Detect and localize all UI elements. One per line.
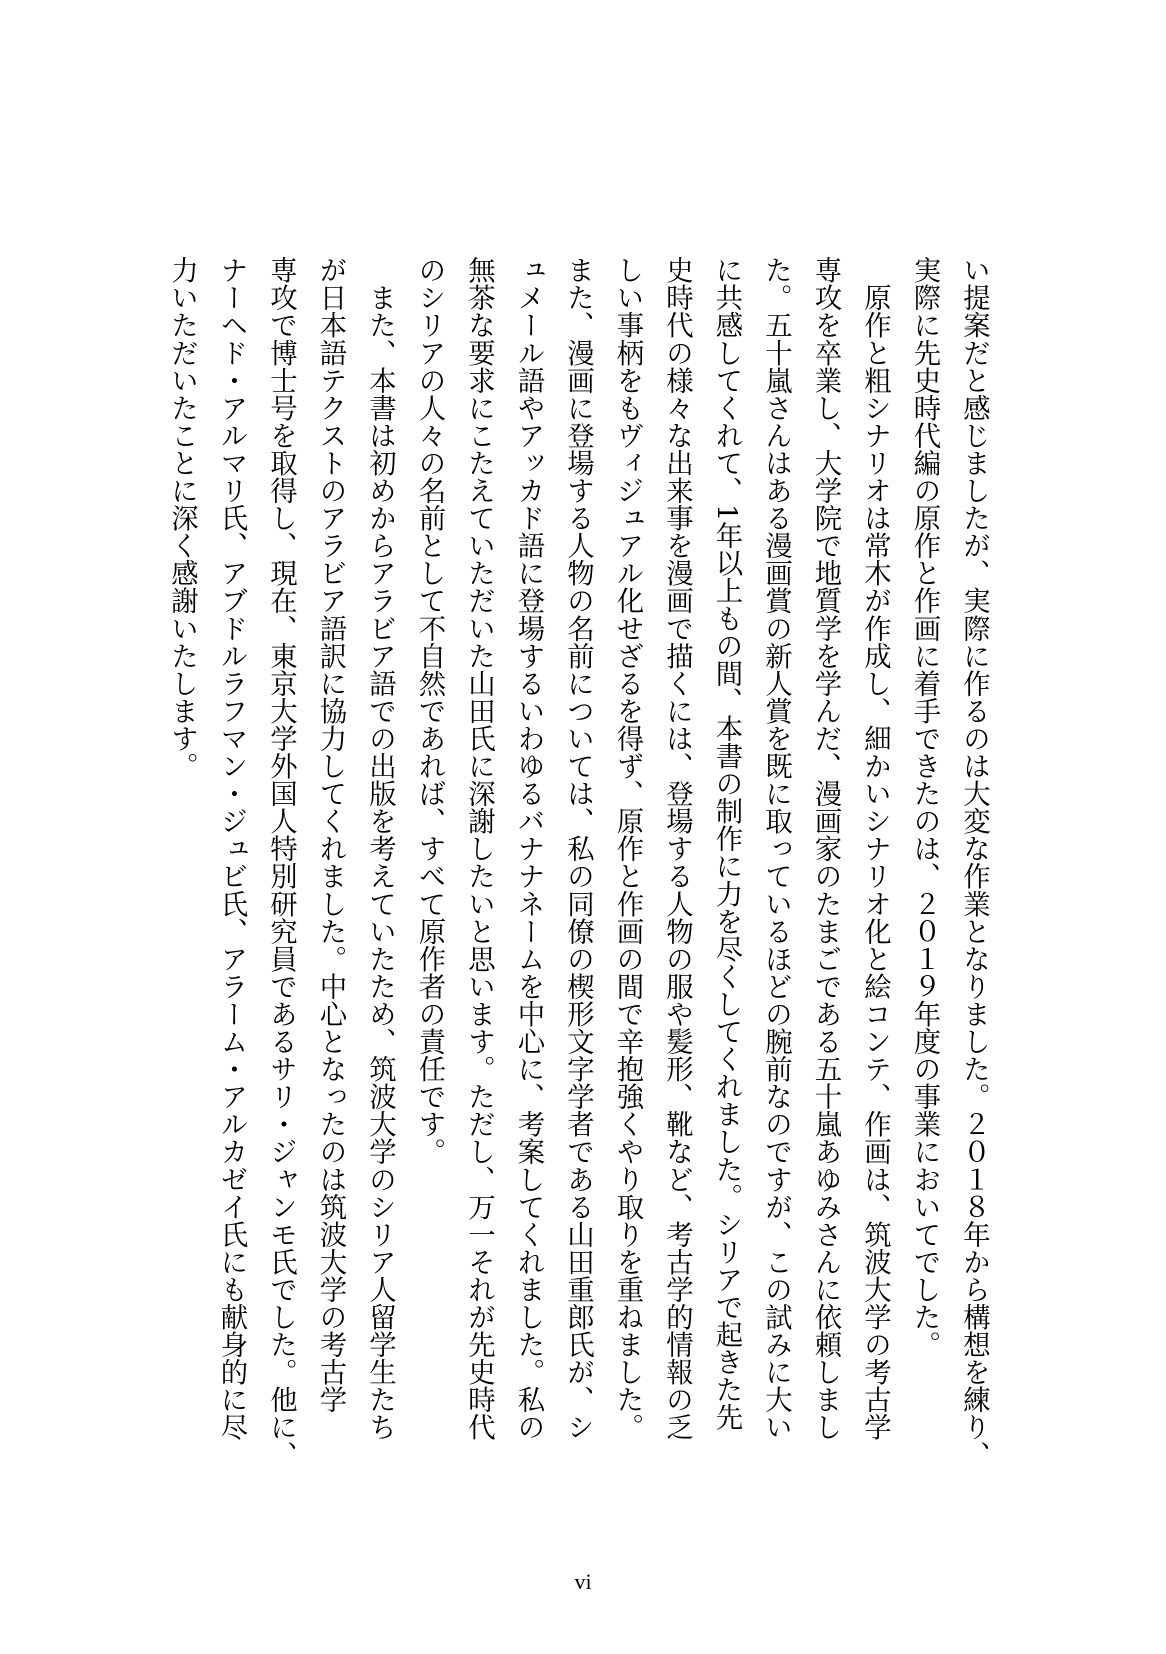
text-line: また、本書は初めからアラビア語での出版を考えていたため、筑波大学のシリア人留学生たち <box>364 256 395 1441</box>
text-line: 実際に先史時代編の原作と作画に着手できたのは、２０１９年度の事業においてでした。 <box>908 256 940 1358</box>
text-line: い提案だと感じましたが、実際に作るのは大変な作業となりました。２０１８年から構想を練り、 <box>958 256 989 1469</box>
text-line: ナーヘド・アルマリ氏、アブドルラフマン・ジュビ氏、アラーム・アルカゼイ氏にも献身的に尽 <box>215 256 247 1441</box>
text-line: 専攻で博士号を取得し、現在、東京大学外国人特別研究員であるサリ・ジャンモ氏でした。他に、 <box>265 256 296 1469</box>
text-line: また、漫画に登場する人物の名前については、私の同僚の楔形文字学者である山田重郎氏が、シ <box>562 256 593 1441</box>
text-line: 専攻を卒業し、大学院で地質学を学んだ、漫画家のたまごである五十嵐あゆみさんに依頼しまし <box>809 256 841 1441</box>
text-line: 無茶な要求にこたえていただいた山田氏に深謝したいと思います。ただし、万一それが先史時代 <box>463 256 494 1441</box>
text-line: 原作と粗シナリオは常木が作成し、細かいシナリオ化と絵コンテ、作画は、筑波大学の考古学 <box>859 256 890 1441</box>
text-line: ュメール語やアッカド語に登場するいわゆるバナナネームを中心に、考案してくれました。私の <box>512 256 544 1441</box>
vertical-text-block <box>157 256 999 1476</box>
text-line: のシリアの人々の名前として不自然であれば、すべて原作者の責任です。 <box>413 256 445 1166</box>
text-line: 史時代の様々な出来事を漫画で描くには、登場する人物の服や髪形、靴など、考古学的情報の乏 <box>661 256 692 1441</box>
text-line: しい事柄をもヴィジュアル化せざるを得ず、原作と作画の間で辛抱強くやり取りを重ねました。 <box>611 256 643 1441</box>
text-line: 力いただいたことに深く感謝いたします。 <box>166 256 197 780</box>
text-line: に共感してくれて、1年以上もの間、本書の制作に力を尽くしてくれました。シリアで起きた先 <box>710 256 742 1431</box>
text-line: た。五十嵐さんはある漫画賞の新人賞を既に取っているほどの腕前なのですが、この試みに大い <box>760 256 791 1441</box>
text-line: が日本語テクストのアラビア語訳に協力してくれました。中心となったのは筑波大学の考古学 <box>314 256 346 1414</box>
page-number: vi <box>574 1569 592 1594</box>
